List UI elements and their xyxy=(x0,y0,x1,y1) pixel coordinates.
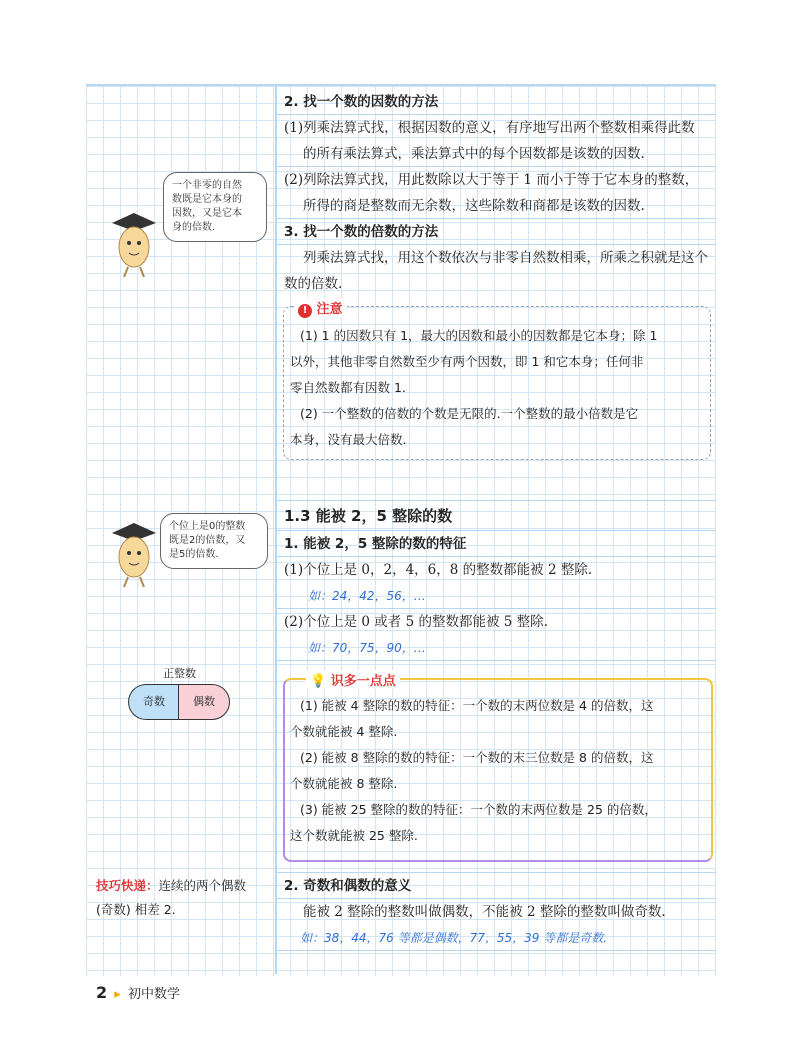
section-heading: 2. 找一个数的因数的方法 xyxy=(284,94,439,110)
rule-line xyxy=(277,660,716,661)
page-footer xyxy=(96,983,180,1002)
notice-line: (2) 一个整数的倍数的个数是无限的.一个整数的最小倍数是它 xyxy=(300,406,639,421)
rule-line xyxy=(277,530,716,531)
tip-label: 识多一点点 xyxy=(330,674,396,689)
notice-line: 以外，其他非零自然数至少有两个因数，即 1 和它本身；任何非 xyxy=(290,354,644,369)
example-text: 如：24，42，56，… xyxy=(308,589,426,603)
mascot-egg-icon xyxy=(106,515,162,590)
section-heading: 3. 找一个数的倍数的方法 xyxy=(284,224,439,240)
rule-line xyxy=(277,166,716,167)
rule-line xyxy=(277,556,716,557)
notice-line: 零自然数都有因数 1. xyxy=(290,380,406,395)
example-text: 如：70，75，90，… xyxy=(308,641,426,655)
paragraph-line: 的所有乘法算式，乘法算式中的每个因数都是该数的因数. xyxy=(303,146,645,162)
lightbulb-icon: 💡 xyxy=(310,674,327,689)
rule-line xyxy=(277,950,716,951)
section-heading: 2. 奇数和偶数的意义 xyxy=(284,878,412,894)
tip-line: (3) 能被 25 整除的数的特征：一个数的末两位数是 25 的倍数， xyxy=(300,802,657,817)
even-segment: 偶数 xyxy=(178,684,230,720)
rule-line xyxy=(277,114,716,115)
tip-line: 个数就能被 8 整除. xyxy=(290,776,398,791)
bubble-line: 身的倍数. xyxy=(172,222,216,233)
notice-line: 本身，没有最大倍数. xyxy=(290,432,407,447)
tip-tag xyxy=(306,670,400,689)
rule-text: (1)个位上是 0，2，4，6，8 的整数都能被 2 整除. xyxy=(284,562,593,578)
bubble-line: 个位上是0的整数 xyxy=(169,521,246,532)
bubble-line: 是5的倍数. xyxy=(169,549,219,560)
diagram-title: 正整数 xyxy=(163,667,196,680)
rule-text: (2)个位上是 0 或者 5 的整数都能被 5 整除. xyxy=(284,614,548,630)
quick-tip-text: 连续的两个偶数 xyxy=(158,878,247,893)
rule-line xyxy=(277,872,716,873)
bubble-line: 既是2的倍数，又 xyxy=(169,535,246,546)
mascot-egg-icon xyxy=(106,205,162,280)
rule-line xyxy=(277,244,716,245)
tip-line: (2) 能被 8 整除的数的特征：一个数的末三位数是 8 的倍数，这 xyxy=(300,750,654,765)
rule-line xyxy=(277,218,716,219)
alert-icon: ! xyxy=(298,304,312,318)
bubble-line: 一个非零的自然 xyxy=(172,180,242,191)
speech-bubble xyxy=(160,513,268,569)
quick-tip-line xyxy=(96,876,246,896)
bubble-line: 数既是它本身的 xyxy=(172,194,242,205)
odd-segment: 奇数 xyxy=(128,684,179,720)
subsection-heading: 1. 能被 2，5 整除的数的特征 xyxy=(284,536,467,552)
notice-tag xyxy=(294,298,347,318)
example-text: 如：38，44，76 等都是偶数，77，55，39 等都是奇数. xyxy=(300,931,608,945)
rule-line xyxy=(277,500,716,501)
tip-line: (1) 能被 4 整除的数的特征：一个数的末两位数是 4 的倍数，这 xyxy=(300,698,654,713)
notice-label: 注意 xyxy=(316,302,343,317)
page-number: 2 xyxy=(96,983,108,1002)
paragraph-line: 列乘法算式找，用这个数依次与非零自然数相乘，所乘之积就是这个 xyxy=(303,250,708,266)
paragraph-line: 能被 2 整除的整数叫做偶数，不能被 2 整除的整数叫做奇数. xyxy=(303,904,666,920)
bubble-line: 因数，又是它本 xyxy=(172,208,242,219)
tip-line: 个数就能被 4 整除. xyxy=(290,724,398,739)
rule-line xyxy=(277,898,716,899)
book-title: 初中数学 xyxy=(127,987,180,1002)
quick-tip-label: 技巧快递： xyxy=(96,878,159,893)
rule-line xyxy=(277,608,716,609)
paragraph-line: 数的倍数. xyxy=(284,276,343,292)
notice-line: (1) 1 的因数只有 1，最大的因数和最小的因数都是它本身；除 1 xyxy=(300,328,658,343)
triangle-icon: ▸ xyxy=(114,987,121,1002)
tip-line: 这个数就能被 25 整除. xyxy=(290,828,418,843)
speech-bubble xyxy=(163,172,267,242)
paragraph-line: 所得的商是整数而无余数，这些除数和商都是该数的因数. xyxy=(303,198,645,214)
section-title: 1.3 能被 2，5 整除的数 xyxy=(284,507,453,525)
paragraph-line: (1)列乘法算式找，根据因数的意义，有序地写出两个整数相乘得此数 xyxy=(284,120,695,136)
paragraph-line: (2)列除法算式找，用此数除以大于等于 1 而小于等于它本身的整数， xyxy=(284,172,699,188)
quick-tip-line: (奇数) 相差 2. xyxy=(96,902,176,917)
